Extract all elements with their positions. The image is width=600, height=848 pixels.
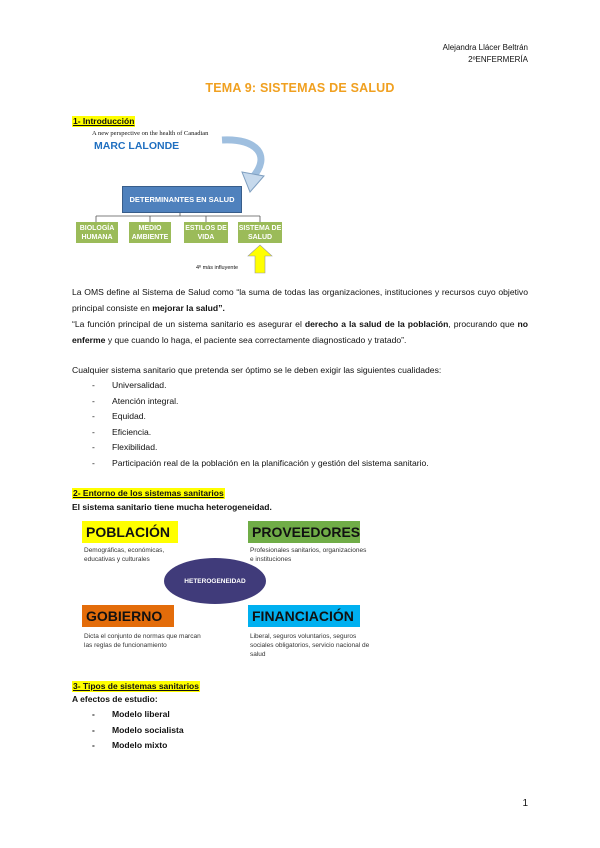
block-financiacion-desc: Liberal, seguros voluntarios, seguros sociales obligatorios, servicio nacional de salud [250,633,370,658]
box-sistema: SISTEMA DE SALUD [238,222,282,243]
models-list [72,707,528,754]
box-biologia: BIOLOGÍA HUMANA [76,222,118,243]
block-gobierno-title: GOBIERNO [82,605,174,627]
section3-intro: A efectos de estudio: [72,694,158,704]
paragraph-oms: La OMS define al Sistema de Salud como “la suma de todas las organizaciones, instituciones y recursos cuyo objetivo principal consiste en mejorar la salud”. [72,287,528,313]
block-poblacion-title: POBLACIÓN [82,521,178,543]
section3-heading: 3- Tipos de sistemas sanitarios [73,681,199,691]
list-item: - Eficiencia. [72,425,528,441]
block-poblacion-desc: Demográficas, económicas, educativas y culturales [84,547,165,563]
header-author: Alejandra Llácer Beltrán [442,43,528,52]
section2-heading: 2- Entorno de los sistemas sanitarios [73,488,224,498]
diagram-note: 4º más influyente [196,265,239,271]
box-estilos: ESTILOS DE VIDA [184,222,228,243]
section2-intro: El sistema sanitario tiene mucha heterogeneidad. [72,502,272,512]
list-item: - Equidad. [72,409,528,425]
list-item: - Modelo mixto [72,738,528,754]
page-title: TEMA 9: SISTEMAS DE SALUD [205,81,395,95]
page-number: 1 [522,798,528,809]
header-course: 2ºENFERMERÍA [468,55,528,64]
box-medio: MEDIO AMBIENTE [129,222,171,243]
list-item: - Participación real de la población en la planificación y gestión del sistema sanitario. [72,456,528,472]
determinantes-box: DETERMINANTES EN SALUD [122,186,242,213]
heterogeneidad-ellipse: HETEROGENEIDAD [164,558,266,604]
lalonde-diagram [72,128,312,278]
list-item: - Atención integral. [72,394,528,410]
block-gobierno-desc: Dicta el conjunto de normas que marcan las reglas de funcionamiento [84,633,201,649]
paragraph-cualidades: Cualquier sistema sanitario que pretenda ser óptimo se le deben exigir las siguientes cualidades: [72,365,442,375]
block-proveedores-desc: Profesionales sanitarios, organizaciones e instituciones [250,547,367,563]
paragraph-funcion: “La función principal de un sistema sanitario es asegurar el derecho a la salud de la población, procurando que no enferme y que cuando lo haga, el paciente sea correctamente diagnosticado y tratado”. [72,319,528,345]
list-item: - Modelo liberal [72,707,528,723]
curved-arrow-head [242,172,264,192]
up-arrow-icon [248,245,272,273]
block-financiacion-title: FINANCIACIÓN [248,605,360,627]
section1-heading: 1- Introducción [73,116,135,126]
list-item: - Flexibilidad. [72,440,528,456]
diagram-subtitle: A new perspective on the health of Canadian [92,130,209,137]
block-proveedores-title: PROVEEDORES [248,521,360,543]
list-item: - Modelo socialista [72,723,528,739]
list-item: - Universalidad. [72,378,528,394]
diagram-name: MARC LALONDE [94,140,180,152]
curved-arrow-body [222,140,261,178]
qualities-list [72,378,528,471]
